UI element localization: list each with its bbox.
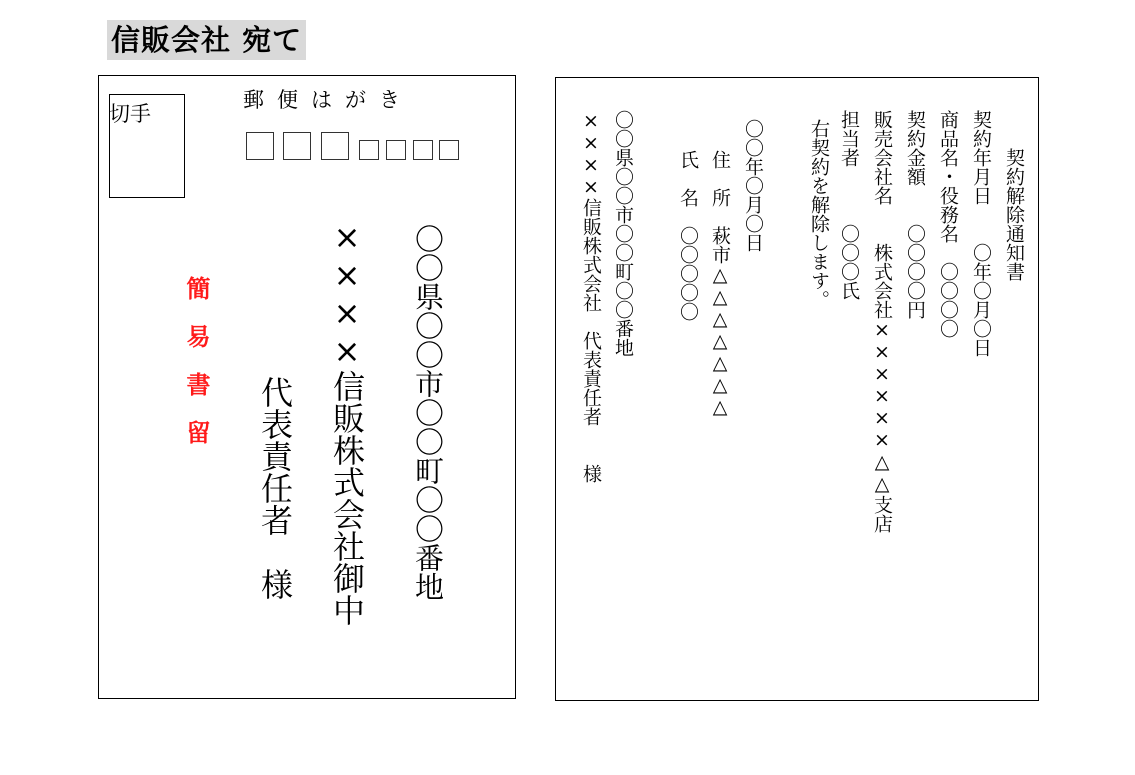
postal-code-box [413,140,433,160]
postal-code-box [246,132,274,160]
postal-code-box [283,132,311,160]
contract-date: 契約年月日 〇年〇月〇日 [970,110,992,357]
postal-code-box [359,140,379,160]
postal-code-box [386,140,406,160]
person-in-charge: 担当者 〇〇〇氏 [838,110,860,300]
sender-address: 住 所 萩市△△△△△△△ [709,150,731,418]
postcard-title: 郵便はがき [243,88,413,112]
sender-name: 氏 名 〇〇〇〇〇 [677,150,699,321]
cancel-statement: 右契約を解除します。 [808,119,830,309]
notice-title: 契約解除通知書 [1003,148,1025,281]
cancellation-notice [555,77,1039,701]
postal-code-box [439,140,459,160]
recipient-address: 〇〇県〇〇市〇〇町〇〇番地 [612,110,634,357]
postal-code-box [321,132,349,160]
recipient-company: ××××信販株式会社御中 [328,218,366,626]
recipient-person: 代表責任者 様 [256,376,294,600]
seller-name: 販売会社名 株式会社××××××△△支店 [871,110,893,533]
stamp-label: 切手 [109,102,151,126]
product-name: 商品名・役務名 〇〇〇〇 [937,110,959,338]
recipient-address: 〇〇県〇〇市〇〇町〇〇番地 [411,224,445,601]
postcard-front [98,75,516,699]
page-heading: 信販会社 宛て [107,20,306,60]
registered-mail-mark: 簡易書留 [182,276,210,468]
contract-amount: 契約金額 〇〇〇〇円 [904,110,926,319]
notice-date: 〇〇年〇月〇日 [742,119,764,252]
recipient-company: ××××信販株式会社 代表責任者 様 [580,110,602,483]
